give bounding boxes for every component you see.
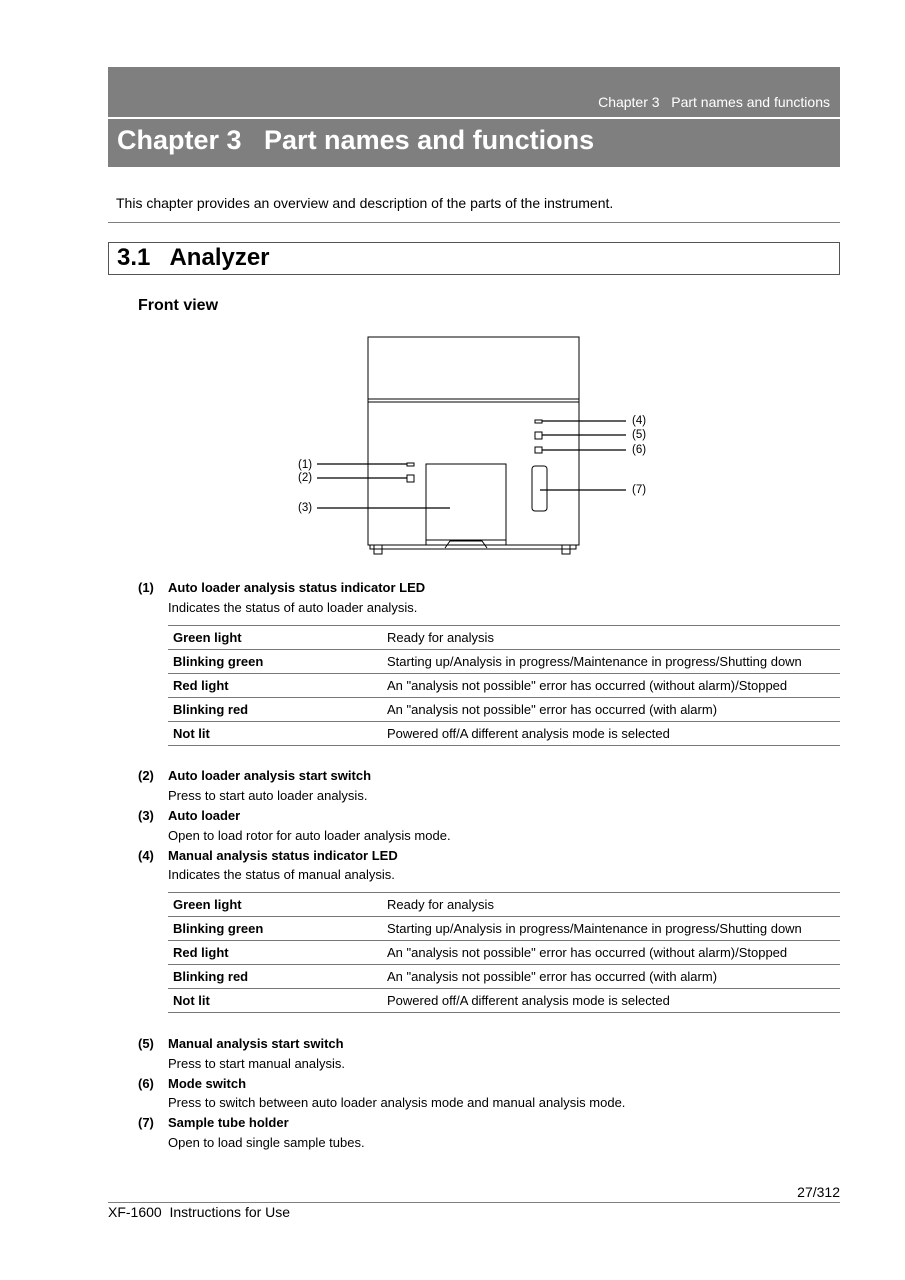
item-title: Manual analysis start switch: [168, 1036, 344, 1051]
status-name: Green light: [168, 893, 382, 917]
manual-led-shape: [535, 420, 542, 423]
table-row: [168, 650, 840, 674]
item-title: Auto loader: [168, 808, 241, 823]
callout-4: (4): [632, 415, 647, 427]
page-number: 27/312: [797, 1184, 840, 1200]
analyzer-front-diagram: [290, 330, 670, 562]
chapter-title: Chapter 3 Part names and functions: [117, 125, 595, 155]
auto-loader-door: [426, 464, 506, 545]
table-row: [168, 989, 840, 1013]
item-description: Open to load single sample tubes.: [168, 1135, 365, 1150]
auto-switch-shape: [407, 475, 414, 482]
callout-3: (3): [298, 502, 313, 514]
item-title: Mode switch: [168, 1076, 247, 1091]
status-meaning: An "analysis not possible" error has occurred (with alarm): [382, 698, 840, 722]
section-heading: [108, 242, 840, 275]
running-header-text: Chapter 3 Part names and functions: [598, 94, 830, 110]
footer-doc-title: XF-1600 Instructions for Use: [108, 1204, 291, 1220]
item-description: Indicates the status of manual analysis.: [168, 867, 395, 882]
manual-led-status-table: [168, 892, 840, 1013]
item-description: Press to switch between auto loader analysis mode and manual analysis mode.: [168, 1095, 626, 1110]
item-number: (2): [138, 768, 154, 783]
status-meaning: An "analysis not possible" error has occurred (without alarm)/Stopped: [382, 674, 840, 698]
table-row: [168, 626, 840, 650]
running-header: [108, 67, 840, 117]
analyzer-body: [368, 337, 579, 545]
manual-switch-shape: [535, 432, 542, 439]
table-row: [168, 917, 840, 941]
status-meaning: An "analysis not possible" error has occurred (with alarm): [382, 965, 840, 989]
item-number: (3): [138, 808, 154, 823]
tube-holder-shape: [532, 466, 547, 511]
callout-7: (7): [632, 484, 647, 496]
footer-divider: [108, 1202, 840, 1203]
mode-switch-shape: [535, 447, 542, 453]
status-name: Green light: [168, 626, 382, 650]
callout-5: (5): [632, 429, 647, 441]
intro-paragraph: This chapter provides an overview and description of the parts of the instrument.: [116, 195, 614, 211]
table-row: [168, 674, 840, 698]
status-name: Blinking green: [168, 650, 382, 674]
status-name: Blinking green: [168, 917, 382, 941]
chapter-banner: [108, 119, 840, 167]
item-title: Auto loader analysis status indicator LED: [168, 580, 426, 595]
callout-6: (6): [632, 444, 647, 456]
item-title: Auto loader analysis start switch: [168, 768, 372, 783]
item-description: Open to load rotor for auto loader analysis mode.: [168, 828, 451, 843]
status-meaning: Powered off/A different analysis mode is selected: [382, 989, 840, 1013]
section-title: 3.1 Analyzer: [117, 244, 270, 271]
status-meaning: Starting up/Analysis in progress/Maintenance in progress/Shutting down: [382, 650, 840, 674]
table-row: [168, 722, 840, 746]
status-name: Not lit: [168, 989, 382, 1013]
item-number: (6): [138, 1076, 154, 1091]
item-number: (4): [138, 848, 154, 863]
item-number: (5): [138, 1036, 154, 1051]
status-meaning: Powered off/A different analysis mode is selected: [382, 722, 840, 746]
table-row: [168, 941, 840, 965]
status-meaning: Ready for analysis: [382, 626, 840, 650]
status-meaning: Ready for analysis: [382, 893, 840, 917]
auto-led-shape: [407, 463, 414, 466]
table-row: [168, 893, 840, 917]
divider: [108, 222, 840, 223]
item-description: Press to start manual analysis.: [168, 1056, 346, 1071]
status-meaning: An "analysis not possible" error has occurred (without alarm)/Stopped: [382, 941, 840, 965]
status-name: Not lit: [168, 722, 382, 746]
status-meaning: Starting up/Analysis in progress/Maintenance in progress/Shutting down: [382, 917, 840, 941]
table-row: [168, 698, 840, 722]
callout-1: (1): [298, 459, 313, 471]
item-title: Sample tube holder: [168, 1115, 289, 1130]
status-name: Red light: [168, 674, 382, 698]
item-description: Indicates the status of auto loader analysis.: [168, 600, 418, 615]
status-name: Blinking red: [168, 698, 382, 722]
item-description: Press to start auto loader analysis.: [168, 788, 368, 803]
status-name: Blinking red: [168, 965, 382, 989]
table-row: [168, 965, 840, 989]
subheading-front-view: Front view: [138, 297, 219, 314]
item-number: (1): [138, 580, 154, 595]
auto-led-status-table: [168, 625, 840, 746]
callout-2: (2): [298, 472, 313, 484]
item-title: Manual analysis status indicator LED: [168, 848, 398, 863]
item-number: (7): [138, 1115, 154, 1130]
analyzer-base: [370, 545, 576, 549]
status-name: Red light: [168, 941, 382, 965]
